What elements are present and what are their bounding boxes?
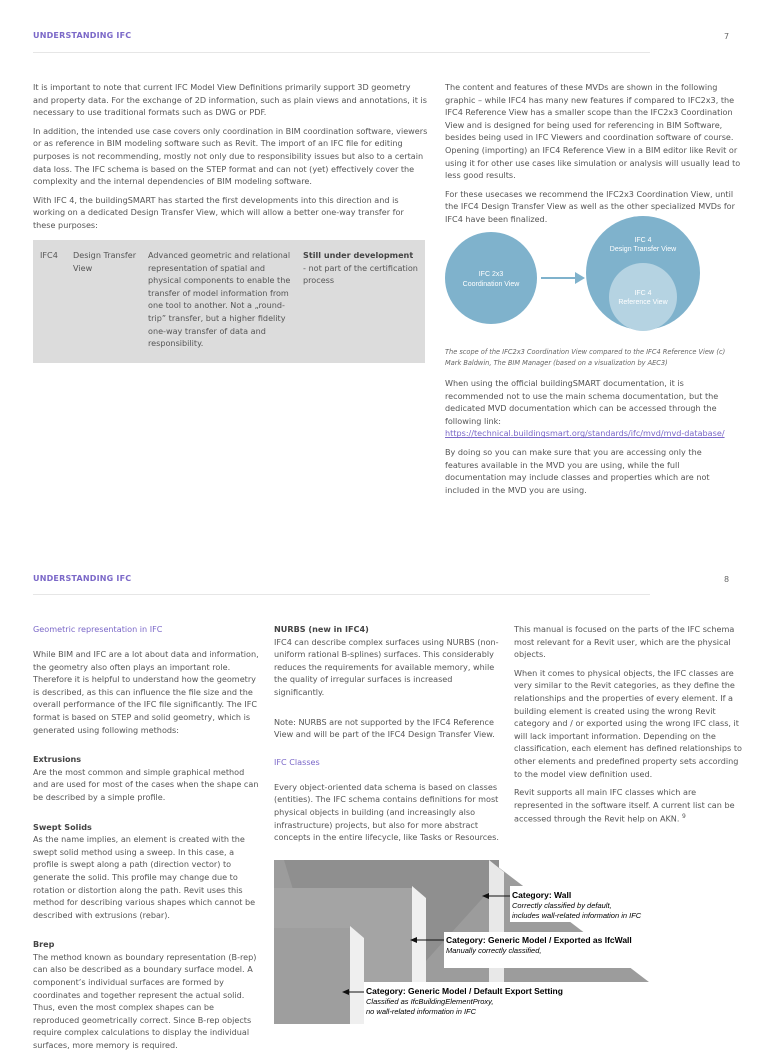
small-circle-label-1: IFC 4 <box>634 290 652 297</box>
diagram-caption: The scope of the IFC2x3 Coordination View compared to the IFC4 Reference View (c) Mark Baldwin, The BIM Manager (based on a visualization by AEC3) <box>445 348 726 367</box>
table-cell-status <box>303 249 418 287</box>
page8-column-1 <box>33 623 261 1058</box>
mvd-database-link[interactable]: https://technical.buildingsmart.org/standards/ifc/mvd/mvd-database/ <box>445 428 725 439</box>
callout-1-line-2: includes wall-related information in IFC <box>512 911 642 920</box>
callout-3-title: Category: Generic Model / Default Export Setting <box>366 986 563 996</box>
callout-1-title: Category: Wall <box>512 890 572 900</box>
wall-category-figure <box>274 858 704 1024</box>
paragraph: As the name implies, an element is created with the swept solid method using a sweep. In this case, a profile is swept along a path (direction vector) to generate the solid. This profile may change due to rotation or distortion along the path. Revit uses this method for describing various shapes which cannot be described with extrusions (rebar). <box>33 834 256 920</box>
revit-help-text: Revit supports all main IFC classes which are represented in the software itself. A current list can be accessed through the Revit help on AKN. <box>514 787 735 824</box>
callout-2-title: Category: Generic Model / Exported as IfcWall <box>446 935 632 945</box>
page7-right-column-lower <box>445 347 735 502</box>
subheading-swept-solids: Swept Solids <box>33 821 92 832</box>
running-title-page8: UNDERSTANDING IFC <box>33 574 132 583</box>
callout-2-line-1: Manually correctly classified, <box>446 946 542 955</box>
paragraph <box>514 786 746 825</box>
paragraph: By doing so you can make sure that you are accessing only the features available in the MVD you are using, while the full documentation may include classes and properties which are not included in the MVD you are using. <box>445 446 710 495</box>
header-divider <box>33 52 650 53</box>
paragraph: In addition, the intended use case covers only coordination in BIM coordination software, viewers or as reference in BIM modeling software such as Revit. The import of an IFC file for editing purposes is not recommending, mostly not only due to responsibility issues but also to a certain data loss. The IFC schema is based on the STEP format and can not (yet) effectively cover the complexity and the internal dependencies of BIM modeling software. <box>33 125 428 187</box>
paragraph: IFC4 can describe complex surfaces using NURBS (non-uniform rational B-splines) surfaces. This considerably reduces the requirements for available memory, while the quality of irregular surfaces is increased significantly. <box>274 636 499 697</box>
table-cell-view: Design Transfer View <box>73 250 137 273</box>
section-heading-ifc-classes: IFC Classes <box>274 756 320 767</box>
ifc2x3-coordination-circle <box>445 232 537 324</box>
paragraph: For these usecases we recommend the IFC2x3 Coordination View, until the IFC4 Design Transfer View as well as the other specialized MVDs for IFC4 have been finalized. <box>445 188 735 224</box>
paragraph <box>445 377 735 440</box>
table-cell-description: Advanced geometric and relational representation of spatial and physical components to enable the transfer of model information from one tool to another. Not a „round-trip” transfer, but a higher fidelity one-way transfer of data and responsibility. <box>148 250 291 349</box>
paragraph: It is important to note that current IFC Model View Definitions primarily support 3D geometry and property data. For the exchange of 2D information, such as plain views and annotations, it is necessary to use traditional formats such as DWG or PDF. <box>33 82 427 118</box>
table-cell-version: IFC4 <box>40 250 58 260</box>
big-circle-label-1: IFC 4 <box>634 237 652 244</box>
paragraph: Note: NURBS are not supported by the IFC4 Reference View and will be part of the IFC4 Design Transfer View. <box>274 716 495 740</box>
big-circle-label-2: Design Transfer View <box>609 246 677 253</box>
callout-3-line-2: no wall-related information in IFC <box>366 1007 477 1016</box>
ifc4-reference-circle <box>609 263 677 331</box>
paragraph: With IFC 4, the buildingSMART has started the first developments into this direction and is working on a dedicated Design Transfer View, which will allow a better one-way transfer for these purposes: <box>33 194 404 230</box>
paragraph: The method known as boundary representation (B-rep) can also be described as a boundary surface model. A component’s individual surfaces are formed by coordinates and together represent the actual solid. Thus, even the most complex shapes can be reproduced geometrically correct. Since B-rep objects require complex calculations to display the individual surfaces, more memory is required. <box>33 951 257 1051</box>
page7-left-column <box>33 81 428 238</box>
small-circle-label-2: Reference View <box>618 299 668 306</box>
mvd-scope-diagram <box>445 215 745 345</box>
status-bold: Still under development <box>303 250 414 260</box>
wall-3-end-face <box>350 926 364 1024</box>
wall-3-side <box>274 928 352 1024</box>
mvd-table <box>33 240 425 363</box>
section-heading-geometric: Geometric representation in IFC <box>33 624 163 634</box>
left-circle-label-1: IFC 2x3 <box>478 271 504 278</box>
page8-column-2 <box>274 623 502 850</box>
subheading-nurbs: NURBS (new in IFC4) <box>274 624 369 634</box>
header-divider <box>33 594 650 595</box>
callout-3-line-1: Classified as IfcBuildingElementProxy, <box>366 997 494 1006</box>
page8-column-3 <box>514 623 746 832</box>
paragraph: When it comes to physical objects, the IFC classes are very similar to the Revit categories, as they define the relationships and the properties of every element. If a building element is created using the wrong Revit category and / or exported using the wrong IFC class, it will lack important information. Depending on the classification, each element has defined relationships to other elements and predefined property sets according to the model view definition used. <box>514 667 742 779</box>
arrow-head-icon <box>575 272 585 284</box>
page-number-page7: 7 <box>724 32 730 41</box>
paragraph: While BIM and IFC are a lot about data and information, the geometry also often plays an important role. Therefore it is helpful to understand how the geometry is described, as this can influence the file size and the overall performance of the IFC file significantly. The IFC format is based on STEP and solid geometry, which is generated using following methods: <box>33 649 259 735</box>
paragraph: Every object-oriented data schema is based on classes (entities). The IFC schema contains definitions for most physical objects in building (and increasingly also infrastructure) projects, but also for more abstract concepts in the entire lifecycle, like Tasks or Resources. <box>274 781 499 843</box>
status-rest: - not part of the certification process <box>303 262 418 286</box>
link-intro: When using the official buildingSMART documentation, it is recommended not to use the main schema documentation, but the dedicated MVD documentation which can be accessed through the following link: <box>445 378 719 426</box>
subheading-brep: Brep <box>33 939 55 950</box>
running-title-page7: UNDERSTANDING IFC <box>33 31 132 40</box>
left-circle-label-2: Coordination View <box>462 281 520 288</box>
paragraph: This manual is focused on the parts of the IFC schema most relevant for a Revit user, which are the physical objects. <box>514 624 735 660</box>
footnote-ref: 9 <box>682 813 686 821</box>
page7-right-column <box>445 81 745 232</box>
paragraph: Are the most common and simple graphical method and are used for most of the cases when the shape can be described by a simple profile. <box>33 766 259 802</box>
paragraph: The content and features of these MVDs are shown in the following graphic – while IFC4 has many new features if compared to IFC2x3, the IFC4 Reference View has a smaller scope than the IFC2x3 Coordination View and is designed for being used for referencing in BIM Software, besides being used in IFC Viewers and coordination software of course. Opening (importing) an IFC4 Reference View in a BIM editor like Revit or using it for other use cases like simulation or analysis will usually lead to less good results. <box>445 82 741 181</box>
callout-1-line-1: Correctly classified by default, <box>512 901 612 910</box>
page-number-page8: 8 <box>724 575 730 584</box>
subheading-extrusions: Extrusions <box>33 754 82 765</box>
